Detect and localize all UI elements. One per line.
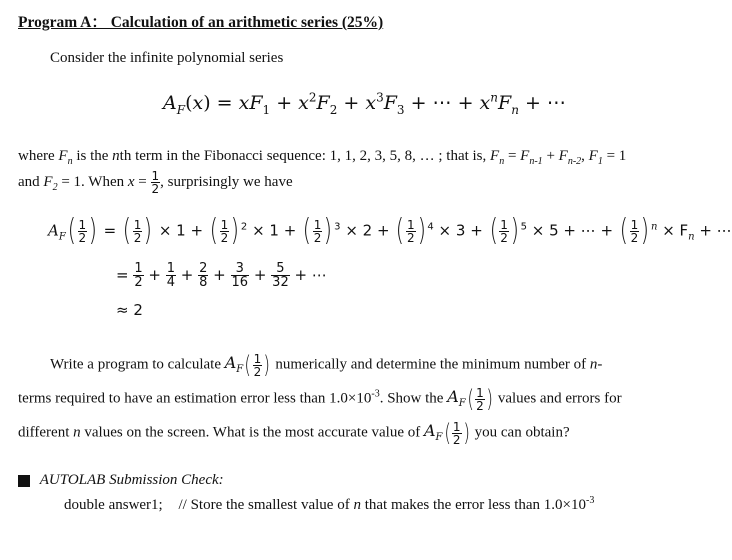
coef-2: × 1 + bbox=[252, 221, 297, 240]
coef-1: × 1 + bbox=[158, 221, 204, 240]
code-comment-exp: -3 bbox=[586, 495, 595, 506]
exp-3: 3 bbox=[334, 221, 341, 233]
sum-frac-1-den: 2 bbox=[134, 275, 143, 290]
half-den: 2 bbox=[151, 182, 160, 196]
sum-frac-3-den: 8 bbox=[199, 275, 208, 290]
program-title: Program A： Calculation of an arithmetic series (25%) bbox=[18, 14, 384, 31]
fibonacci-definition-line1: where $F_n$ is the nth term in the Fibonacci sequence: 1, 1, 2, 3, 5, 8, … ; that is, $F_n = F_{n-1} + F_{n-2}$, $F_1 = 1$ bbox=[18, 148, 627, 167]
approx-value: ≈ 2 bbox=[116, 301, 143, 319]
expansion-line: $A_F$( $\frac{1}{2}$ ) = ( $\frac{1}{2}$ ) × 1 + ( $\frac{1}{2}$ ) $^2$ × 1 + ( $\frac{1}{2}$ ) $^3$ × 2 + ( $\frac{1}{2}$ ) $^4$ × 3 + ( $\frac{1}{2}$ ) $^5$ × 5 + ⋯ + ( $\frac{1}{2}$ ) $^n \times F_n$ + ⋯ bbox=[48, 213, 732, 248]
sum-frac-4-den: 16 bbox=[231, 275, 249, 290]
expansion-tail: + ⋯ bbox=[694, 221, 732, 240]
sum-frac-5-num: 5 bbox=[271, 262, 290, 276]
bullet-square-icon bbox=[18, 475, 30, 487]
code-declaration: double answer1; bbox=[64, 497, 163, 513]
sum-frac-4-num: 3 bbox=[231, 262, 250, 276]
intro-text: Consider the infinite polynomial series bbox=[50, 50, 284, 66]
sum-line: = $\frac{1}{2}$ + $\frac{1}{4}$ + $\frac{2}{8}$ + $\frac{3}{16}$ + $\frac{5}{32}$ + ⋯ bbox=[116, 261, 327, 290]
sum-frac-3-num: 2 bbox=[199, 261, 208, 276]
task-2-text: terms required to have an estimation error less than 1.0×10 bbox=[18, 390, 372, 407]
task-line3: different n values on the screen. What is the most accurate value of $A_F$( $\frac{1}{2}$ ) you can obtain? bbox=[18, 419, 570, 447]
coef-5: × 5 + ⋯ + bbox=[531, 221, 614, 240]
coef-fn: × F bbox=[662, 221, 689, 240]
task-2c-text: values and errors for bbox=[497, 390, 622, 407]
sum-frac-5-den: 32 bbox=[272, 275, 289, 290]
exp-4: 4 bbox=[427, 221, 434, 233]
autolab-heading: AUTOLAB Submission Check: bbox=[39, 472, 224, 488]
series-formula: $A_F(x) = xF_1 + x^2F_2 + x^3F_3$ + ⋯ + $x^nF_n$ + ⋯ bbox=[163, 90, 566, 117]
exp-n: n bbox=[650, 221, 658, 233]
task-line1: Write a program to calculate $A_F$( $\frac{1}{2}$ ) numerically and determine the minimum number of n- bbox=[50, 351, 603, 379]
code-comment: // Store the smallest value of n that makes the error less than $1.0\times 10^{-3}$ bbox=[178, 495, 595, 513]
task-3-text: different n values on the screen. What is the most accurate value of bbox=[18, 424, 421, 441]
autolab-code-row bbox=[64, 497, 594, 514]
task-1-text: Write a program to calculate bbox=[50, 356, 221, 373]
task-1b-text: numerically and determine the minimum number of n- bbox=[275, 356, 603, 373]
coef-4: × 3 + bbox=[438, 221, 483, 240]
sub-n: n bbox=[688, 231, 695, 243]
exp-5: 5 bbox=[520, 221, 527, 233]
sum-frac-2-den: 4 bbox=[166, 275, 176, 290]
half-num: 1 bbox=[151, 169, 160, 183]
sum-frac-2-num: 1 bbox=[166, 261, 176, 276]
sum-frac-1-num: 1 bbox=[134, 261, 143, 276]
task-2-exp: -3 bbox=[371, 388, 380, 400]
task-2b-text: . Show the bbox=[379, 390, 444, 407]
coef-3: × 2 + bbox=[345, 221, 390, 240]
task-3b-text: you can obtain? bbox=[474, 424, 570, 441]
autolab-heading-row bbox=[18, 472, 224, 489]
exp-2: 2 bbox=[240, 221, 248, 233]
fibonacci-definition-line2: and $F_2 = 1$. When x = $\frac{1}{2}$ , surprisingly we have bbox=[18, 169, 293, 196]
task-line2: terms required to have an estimation error less than $1.0\times 10^{-3}$. Show the $A_F$( $\frac{1}{2}$ ) values and errors for bbox=[18, 385, 622, 413]
